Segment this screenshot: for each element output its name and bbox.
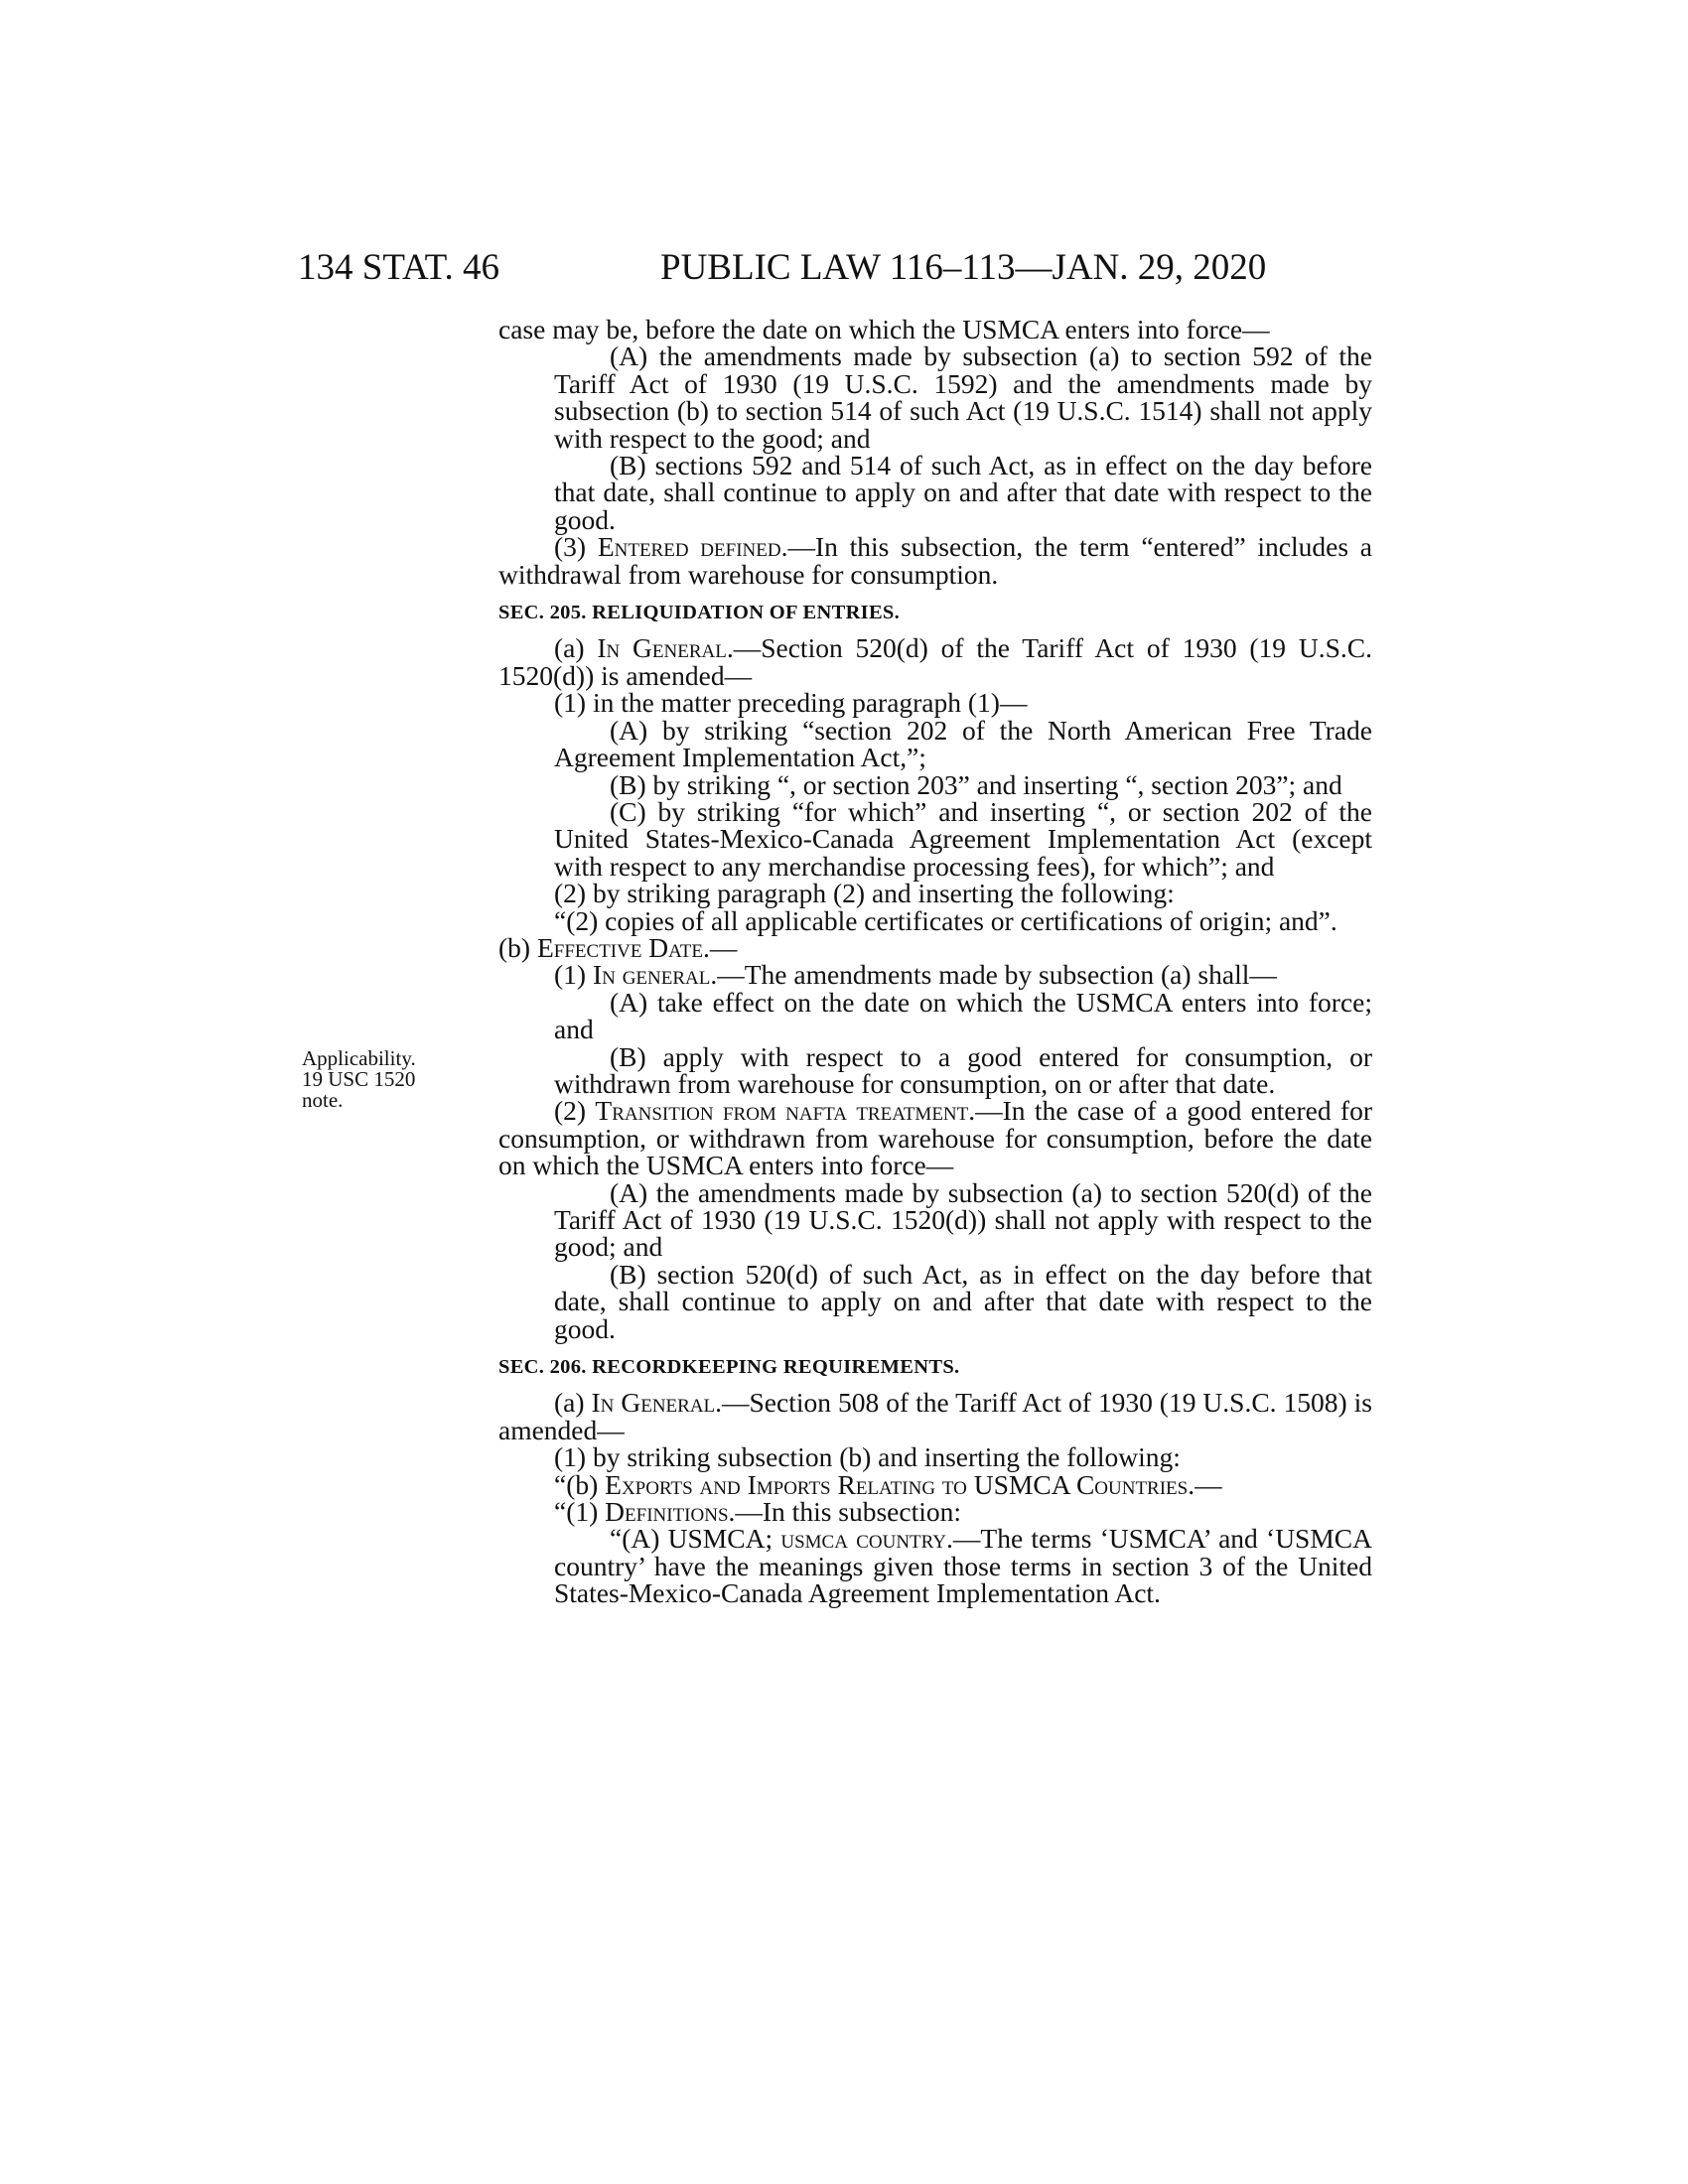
paragraph: (2) Transition from nafta treatment.—In the case of a good entered for consumption, or withdrawn from warehouse for consumption, before the date on which the USMCA enters into force— — [498, 1095, 1372, 1181]
page-header-title: PUBLIC LAW 116–113—JAN. 29, 2020 — [660, 247, 1267, 288]
paragraph: (1) In general.—The amendments made by subsection (a) shall— — [554, 959, 1277, 991]
paragraph: case may be, before the date on which the USMCA enters into force— — [498, 314, 1270, 344]
section-heading: SEC. 206. RECORDKEEPING REQUIREMENTS. — [498, 1356, 960, 1379]
paragraph: (a) In General.—Section 520(d) of the Tariff Act of 1930 (19 U.S.C. 1520(d)) is amended— — [498, 632, 1372, 691]
paragraph-heading: usmca country — [780, 1523, 947, 1555]
paragraph: (C) by striking “for which” and inserting “, or section 202 of the United States-Mexico-Canada Agreement Implementation Act (except with respect to any merchandise processing fees), for which”; and — [554, 795, 1372, 882]
paragraph: “(A) USMCA; usmca country.—The terms ‘USMCA’ and ‘USMCA country’ have the meanings given those terms in section 3 of the United States-Mexico-Canada Agreement Implementation Act. — [554, 1523, 1372, 1609]
margin-note — [302, 1048, 451, 1111]
paragraph: (B) section 520(d) of such Act, as in effect on the day before that date, shall continue to apply on and after that date with respect to the good. — [554, 1258, 1372, 1344]
paragraph: “(1) Definitions.—In this subsection: — [554, 1496, 962, 1528]
paragraph: (b) Effective Date.— — [498, 931, 738, 963]
paragraph: (B) by striking “, or section 203” and inserting “, section 203”; and — [610, 768, 1342, 800]
paragraph: (B) apply with respect to a good entered for consumption, or withdrawn from warehouse for consumption, on or after that date. — [554, 1040, 1372, 1099]
statute-body — [498, 316, 1372, 1607]
margin-note-line: 19 USC 1520 — [302, 1067, 416, 1091]
paragraph-heading: Exports and Imports Relating to USMCA Countries — [605, 1468, 1189, 1500]
paragraph-heading: In General — [591, 1387, 716, 1419]
paragraph-heading: In general — [592, 959, 711, 991]
paragraph: (2) by striking paragraph (2) and inserting the following: — [554, 878, 1175, 909]
paragraph-heading: Entered defined — [597, 531, 781, 563]
margin-note-line: note. — [302, 1088, 344, 1112]
paragraph-heading: Effective Date — [536, 931, 703, 963]
paragraph-heading: In General — [597, 632, 727, 664]
paragraph: (a) In General.—Section 508 of the Tariff Act of 1930 (19 U.S.C. 1508) is amended— — [498, 1387, 1372, 1445]
paragraph-heading: Definitions — [605, 1496, 729, 1528]
paragraph: (3) Entered defined.—In this subsection, the term “entered” includes a withdrawal from warehouse for consumption. — [498, 531, 1372, 590]
paragraph: (B) sections 592 and 514 of such Act, as in effect on the day before that date, shall continue to apply on and after that date with respect to the good. — [554, 450, 1372, 535]
paragraph: (A) the amendments made by subsection (a) to section 520(d) of the Tariff Act of 1930 (19 U.S.C. 1520(d)) shall not apply with respect to the good; and — [554, 1176, 1372, 1263]
paragraph: (A) by striking “section 202 of the North American Free Trade Agreement Implementation Act,”; — [554, 714, 1372, 773]
paragraph: “(2) copies of all applicable certificates or certifications of origin; and”. — [554, 904, 1337, 936]
paragraph-heading: Transition from nafta treatment — [595, 1095, 969, 1127]
paragraph: (1) by striking subsection (b) and inserting the following: — [554, 1441, 1181, 1473]
section-heading: SEC. 205. RELIQUIDATION OF ENTRIES. — [498, 602, 901, 624]
stat-page-number: 134 STAT. 46 — [298, 247, 499, 288]
paragraph: (A) take effect on the date on which the USMCA enters into force; and — [554, 986, 1372, 1045]
paragraph-heading: USMCA; — [667, 1523, 781, 1555]
paragraph: (1) in the matter preceding paragraph (1)— — [554, 687, 1028, 719]
margin-note-line: Applicability. — [302, 1046, 416, 1070]
paragraph: (A) the amendments made by subsection (a) to section 592 of the Tariff Act of 1930 (19 U.S.C. 1592) and the amendments made by subsection (b) to section 514 of such Act (19 U.S.C. 1514) shall not apply with respect to the good; and — [554, 341, 1372, 454]
paragraph: “(b) Exports and Imports Relating to USMCA Countries.— — [554, 1468, 1222, 1500]
